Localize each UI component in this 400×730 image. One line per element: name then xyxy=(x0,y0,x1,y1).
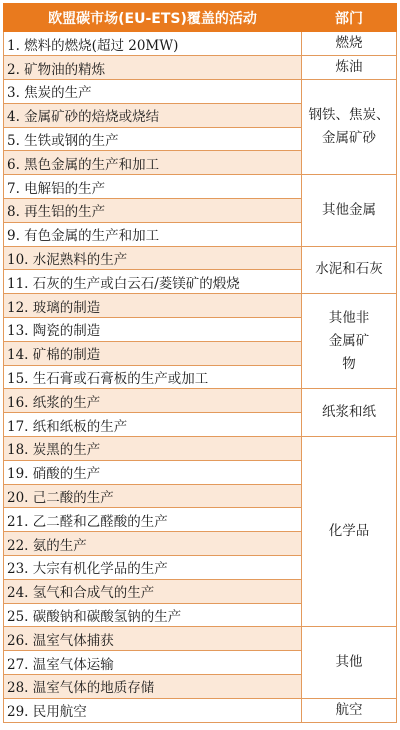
sector-cell-refining: 炼油 xyxy=(302,56,397,80)
activity-cell: 22. 氨的生产 xyxy=(4,532,302,556)
sector-cell-cement-lime: 水泥和石灰 xyxy=(302,246,397,294)
eu-ets-table-container xyxy=(3,3,396,723)
activity-cell: 8. 再生铝的生产 xyxy=(4,198,302,222)
activity-cell: 4. 金属矿砂的焙烧或烧结 xyxy=(4,103,302,127)
activity-cell: 15. 生石膏或石膏板的生产或加工 xyxy=(4,365,302,389)
sector-cell-other-nonmetallic: 其他非金属矿物 xyxy=(302,294,397,389)
activity-cell: 7. 电解铝的生产 xyxy=(4,175,302,199)
activity-cell: 6. 黑色金属的生产和加工 xyxy=(4,151,302,175)
table-row xyxy=(4,246,397,270)
sector-cell-steel-coke-ore: 钢铁、焦炭、金属矿砂 xyxy=(302,80,397,175)
table-header-row xyxy=(4,4,397,32)
sector-cell-combustion: 燃烧 xyxy=(302,32,397,56)
eu-ets-activities-table xyxy=(3,3,397,723)
table-row xyxy=(4,175,397,199)
activity-cell: 19. 硝酸的生产 xyxy=(4,460,302,484)
table-row xyxy=(4,436,397,460)
activity-cell: 26. 温室气体捕获 xyxy=(4,627,302,651)
header-activity: 欧盟碳市场(EU-ETS)覆盖的活动 xyxy=(4,4,302,32)
table-row xyxy=(4,80,397,104)
activity-cell: 25. 碳酸钠和碳酸氢钠的生产 xyxy=(4,603,302,627)
header-sector: 部门 xyxy=(302,4,397,32)
activity-cell: 18. 炭黑的生产 xyxy=(4,436,302,460)
table-row xyxy=(4,294,397,318)
sector-cell-other-metals: 其他金属 xyxy=(302,175,397,246)
activity-cell: 28. 温室气体的地质存储 xyxy=(4,674,302,698)
table-row xyxy=(4,56,397,80)
activity-cell: 10. 水泥熟料的生产 xyxy=(4,246,302,270)
table-row xyxy=(4,389,397,413)
activity-cell: 20. 己二酸的生产 xyxy=(4,484,302,508)
activity-cell: 17. 纸和纸板的生产 xyxy=(4,413,302,437)
activity-cell: 13. 陶瓷的制造 xyxy=(4,317,302,341)
activity-cell: 21. 乙二醛和乙醛酸的生产 xyxy=(4,508,302,532)
activity-cell: 3. 焦炭的生产 xyxy=(4,80,302,104)
activity-cell: 23. 大宗有机化学品的生产 xyxy=(4,555,302,579)
sector-cell-other: 其他 xyxy=(302,627,397,698)
activity-cell: 14. 矿棉的制造 xyxy=(4,341,302,365)
activity-cell: 1. 燃料的燃烧(超过 20MW) xyxy=(4,32,302,56)
activity-cell: 29. 民用航空 xyxy=(4,698,302,722)
activity-cell: 5. 生铁或钢的生产 xyxy=(4,127,302,151)
table-row xyxy=(4,32,397,56)
activity-cell: 2. 矿物油的精炼 xyxy=(4,56,302,80)
table-row xyxy=(4,698,397,722)
activity-cell: 24. 氢气和合成气的生产 xyxy=(4,579,302,603)
sector-cell-aviation: 航空 xyxy=(302,698,397,722)
sector-cell-chemicals: 化学品 xyxy=(302,436,397,626)
activity-cell: 9. 有色金属的生产和加工 xyxy=(4,222,302,246)
activity-cell: 27. 温室气体运输 xyxy=(4,651,302,675)
table-row xyxy=(4,627,397,651)
activity-cell: 12. 玻璃的制造 xyxy=(4,294,302,318)
activity-cell: 16. 纸浆的生产 xyxy=(4,389,302,413)
sector-cell-pulp-paper: 纸浆和纸 xyxy=(302,389,397,437)
activity-cell: 11. 石灰的生产或白云石/菱镁矿的煅烧 xyxy=(4,270,302,294)
